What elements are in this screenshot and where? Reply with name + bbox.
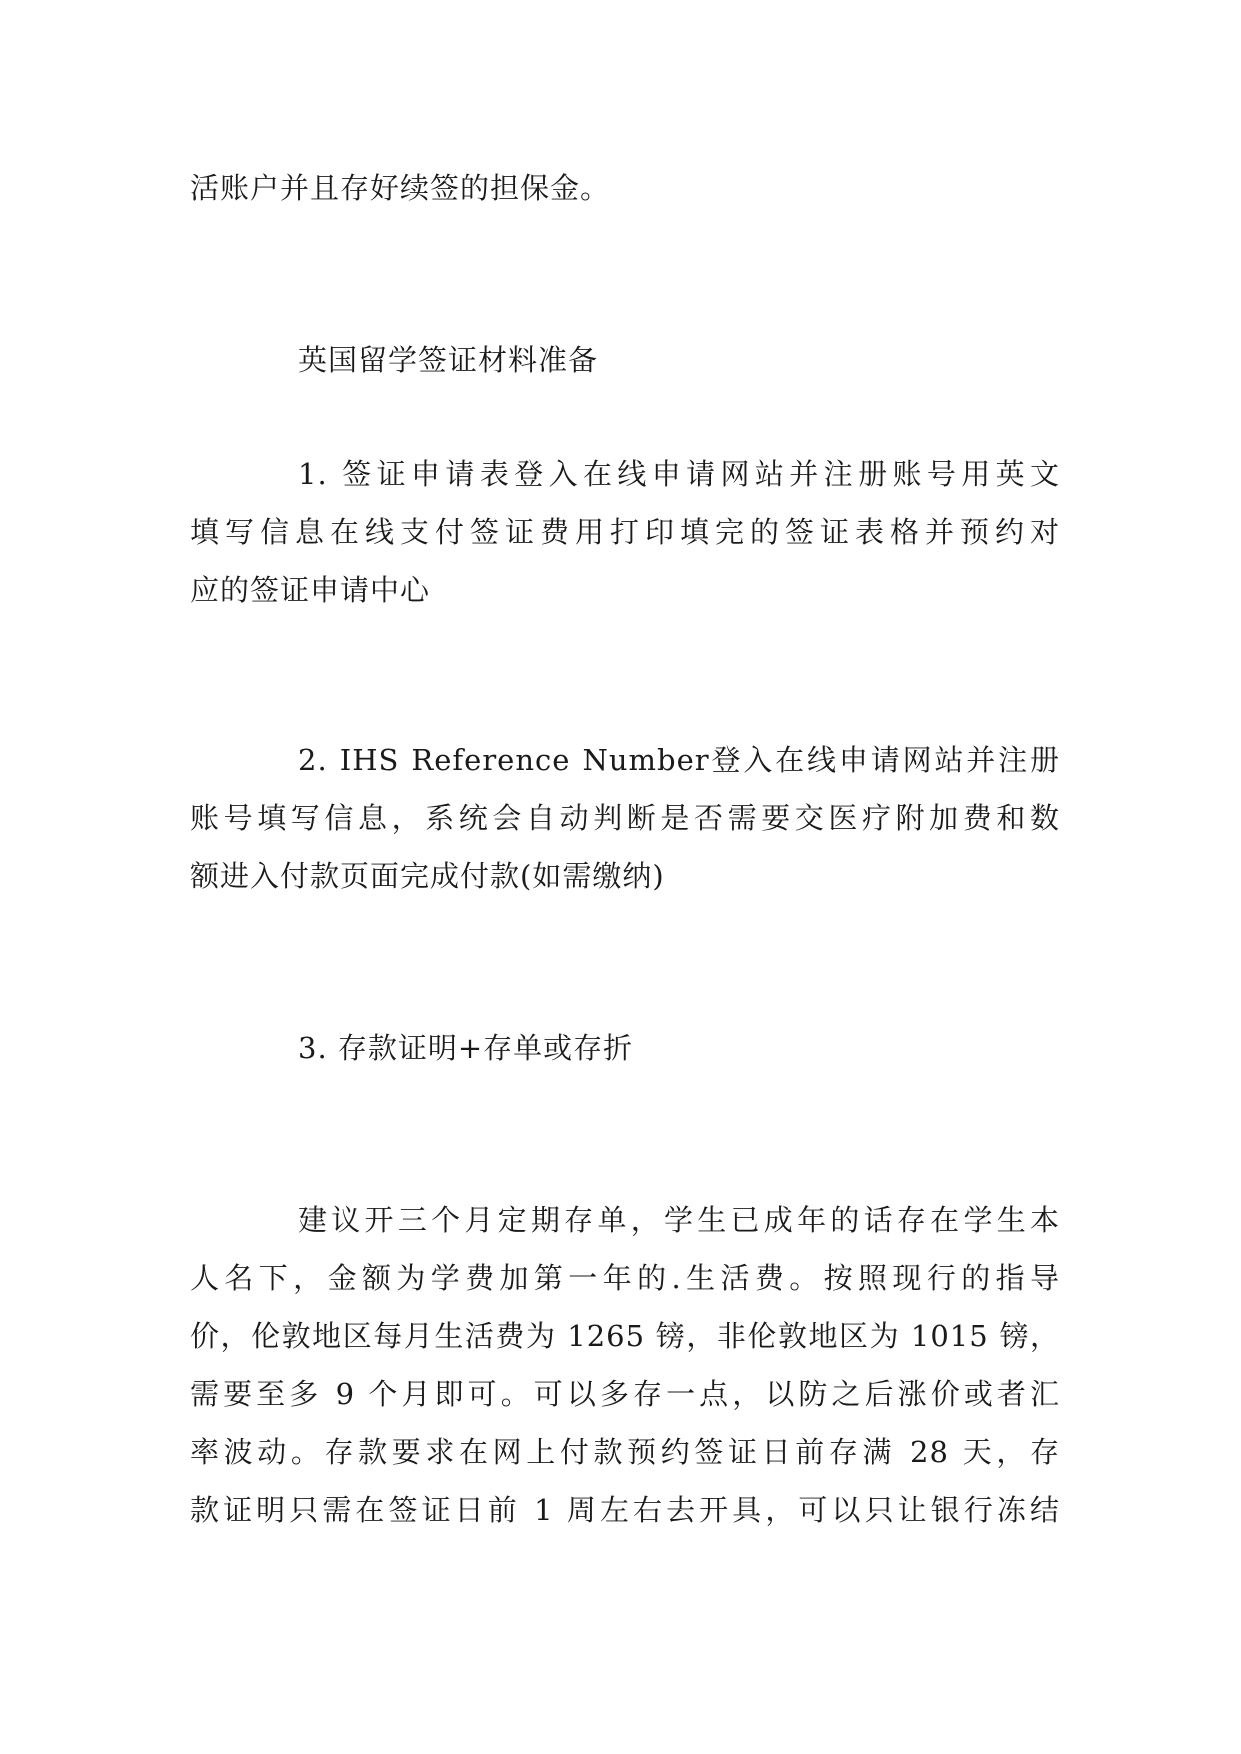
advice-line-4: 需要至多 9 个月即可。可以多存一点，以防之后涨价或者汇 [190, 1377, 1060, 1411]
item-2-line-3: 额进入付款页面完成付款(如需缴纳) [190, 859, 665, 893]
advice-line-2: 人名下，金额为学费加第一年的.生活费。按照现行的指导 [190, 1261, 1060, 1295]
item-2-line-1: 2. IHS Reference Number登入在线申请网站并注册 [298, 743, 1060, 777]
item-1-line-2: 填写信息在线支付签证费用打印填完的签证表格并预约对 [190, 515, 1060, 549]
advice-line-3: 价，伦敦地区每月生活费为 1265 镑，非伦敦地区为 1015 镑， [190, 1319, 1060, 1353]
item-1-line-1: 1. 签证申请表登入在线申请网站并注册账号用英文 [298, 457, 1060, 491]
item-2-line-2: 账号填写信息，系统会自动判断是否需要交医疗附加费和数 [190, 801, 1060, 835]
paragraph-continued-line: 活账户并且存好续签的担保金。 [190, 171, 611, 205]
item-3-line-1: 3. 存款证明+存单或存折 [298, 1031, 634, 1065]
advice-line-6: 款证明只需在签证日前 1 周左右去开具，可以只让银行冻结 [190, 1493, 1060, 1527]
advice-line-1: 建议开三个月定期存单，学生已成年的话存在学生本 [298, 1203, 1060, 1237]
section-heading: 英国留学签证材料准备 [298, 343, 599, 377]
item-1-line-3: 应的签证申请中心 [190, 573, 431, 607]
advice-line-5: 率波动。存款要求在网上付款预约签证日前存满 28 天，存 [190, 1435, 1060, 1469]
